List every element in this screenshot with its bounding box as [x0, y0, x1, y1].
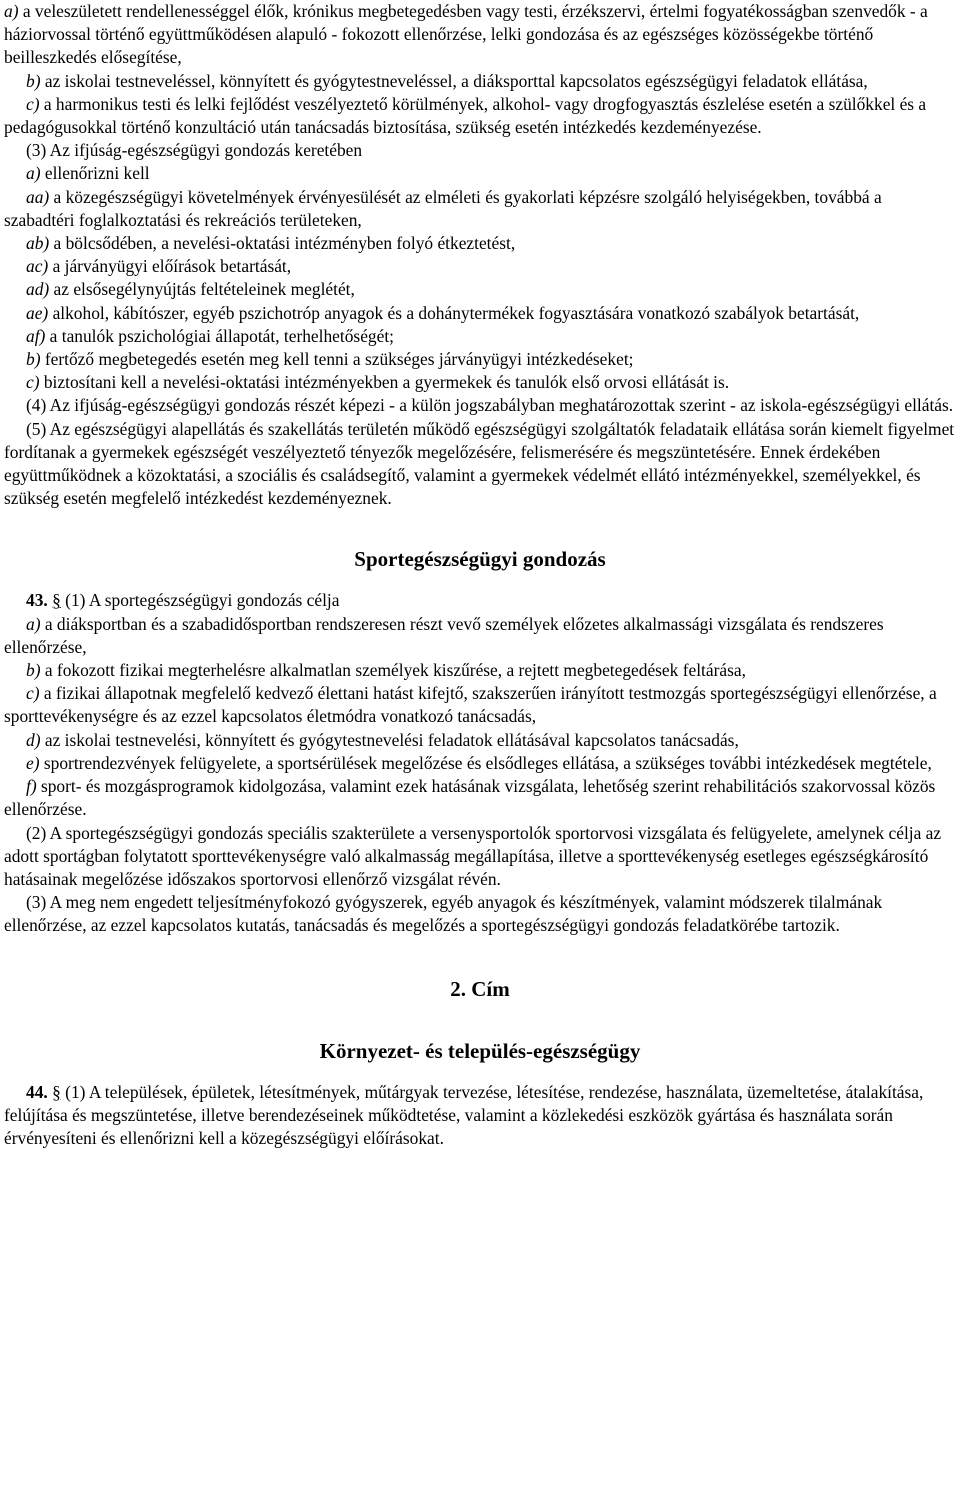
paragraph-text: (4) Az ifjúság-egészségügyi gondozás részét képezi - a külön jogszabályban meghatározottak szerint - az iskola-egészségügyi ellátás. — [26, 395, 954, 416]
paragraph — [4, 162, 956, 185]
paragraph-text: alkohol, kábítószer, egyéb pszichotróp anyagok és a dohánytermékek fogyasztására vonatkozó szabályok betartását, — [48, 302, 860, 323]
item-label: c) — [26, 93, 40, 114]
item-label: ad) — [26, 279, 50, 300]
paragraph — [4, 1081, 956, 1151]
item-label: b) — [26, 349, 41, 370]
section-heading: 2. Cím — [450, 976, 510, 1001]
paragraph — [4, 371, 956, 394]
item-label: a) — [4, 1, 19, 21]
paragraph — [4, 891, 956, 937]
paragraph-text: (1) A települések, épületek, létesítmények, műtárgyak tervezése, létesítése, rendezése, használata, üzemeltetése, átalakítása, felújítása és megszüntetése, illetve berendezéseinek működtetése, valamint a közlekedési eszközök gyártása és használata során érvényesíteni és ellenőrizni kell a közegészségügyi előírásokat. — [4, 1081, 924, 1148]
paragraph — [4, 682, 956, 728]
paragraph — [4, 255, 956, 278]
item-label: b) — [26, 70, 41, 91]
item-label: ae) — [26, 302, 49, 323]
paragraph-text: (2) A sportegészségügyi gondozás speciális szakterülete a versenysportolók sportorvosi vizsgálata és felügyelete, amelynek célja az adott sportágban folytatott sporttevékenységre való alkalmasság megállapítása, illetve a sporttevékenység esetleges egészségkárosító hatásainak megelőzése időszakos sportorvosi ellenőrző vizsgálat révén. — [4, 822, 942, 889]
paragraph — [4, 589, 956, 612]
item-label: c) — [26, 372, 40, 393]
paragraph-text: a közegészségügyi követelmények érvényesülését az elméleti és gyakorlati képzésre szolgáló helyiségekben, továbbá a szabadtéri foglalkoztatási és rekreációs területeken, — [4, 186, 882, 230]
paragraph-text: biztosítani kell a nevelési-oktatási intézményekben a gyermekek és tanulók első orvosi ellátását is. — [39, 372, 730, 393]
paragraph — [4, 278, 956, 301]
item-label: c) — [26, 683, 40, 704]
document-page — [4, 0, 956, 1150]
paragraph-text: a fizikai állapotnak megfelelő kedvező élettani hatást kifejtő, szakszerűen irányított testmozgás sportegészségügyi ellenőrzése, a sporttevékenységre és az ezzel kapcsolatos életmódra vonatkozó tanácsadás, — [4, 683, 937, 727]
item-label: f) — [26, 776, 37, 797]
item-label: a) — [26, 163, 41, 184]
paragraph-sign: § — [52, 1081, 61, 1102]
section-number: 43. — [26, 590, 48, 611]
item-label: aa) — [26, 186, 50, 207]
section-heading: Sportegészségügyi gondozás — [354, 547, 606, 572]
paragraph — [4, 139, 956, 162]
paragraph — [4, 70, 956, 93]
paragraph — [4, 325, 956, 348]
paragraph — [4, 752, 956, 775]
paragraph-sign: § — [52, 590, 61, 611]
paragraph — [4, 302, 956, 325]
item-label: b) — [26, 660, 41, 681]
item-label: af) — [26, 325, 46, 346]
paragraph-text: az iskolai testneveléssel, könnyített és gyógytestneveléssel, a diáksporttal kapcsolatos egészségügyi feladatok ellátása, — [40, 70, 868, 91]
paragraph-text: (3) A meg nem engedett teljesítményfokozó gyógyszerek, egyéb anyagok és készítmények, valamint módszerek tilalmának ellenőrzése, az ezzel kapcsolatos kutatás, tanácsadás és megelőzés a sportegészségügyi gondozás feladatkörébe tartozik. — [4, 892, 883, 936]
paragraph-text: (1) A sportegészségügyi gondozás célja — [60, 590, 340, 611]
paragraph-text: sport- és mozgásprogramok kidolgozása, valamint ezek hatásának vizsgálata, lehetőség szerint rehabilitációs szakorvossal közös ellenőrzése. — [4, 776, 936, 820]
paragraph — [4, 232, 956, 255]
section-heading: Környezet- és település-egészségügy — [319, 1038, 641, 1063]
paragraph-text: az elsősegélynyújtás feltételeinek meglétét, — [49, 279, 355, 300]
paragraph-text: a járványügyi előírások betartását, — [48, 256, 292, 277]
paragraph — [4, 822, 956, 892]
paragraph-text: a veleszületett rendellenességgel élők, krónikus megbetegedésben vagy testi, érzékszervi, értelmi fogyatékosságban szenvedők - a háziorvossal történő együttműködésen alapuló - fokozott ellenőrzése, lelki gondozása és az egészséges közösségekbe történő beilleszkedés elősegítése, — [4, 1, 928, 68]
paragraph-text: sportrendezvények felügyelete, a sportsérülések megelőzése és elsődleges ellátása, a szükséges további intézkedések megtétele, — [39, 752, 932, 773]
paragraph-text: a fokozott fizikai megterhelésre alkalmatlan személyek kiszűrése, a rejtett megbetegedések feltárása, — [40, 660, 746, 681]
paragraph-text: (5) Az egészségügyi alapellátás és szakellátás területén működő egészségügyi szolgáltatók feladataik ellátása során kiemelt figyelmet fordítanak a gyermekek egészségét veszélyeztető tényezők megelőzésére, felismerésére és megszüntetésére. Ennek érdekében együttműködnek a közoktatási, a szociális és családsegítő, valamint a gyermekek védelmét ellátó intézményekkel, személyekkel, és szükség esetén megfelelő intézkedést kezdeményeznek. — [4, 418, 955, 509]
paragraph-text: (3) Az ifjúság-egészségügyi gondozás keretében — [26, 140, 363, 161]
section-number: 44. — [26, 1081, 48, 1102]
item-label: ac) — [26, 256, 49, 277]
paragraph — [4, 418, 956, 511]
item-label: e) — [26, 752, 40, 773]
paragraph-text: az iskolai testnevelési, könnyített és gyógytestnevelési feladatok ellátásával kapcsolatos tanácsadás, — [40, 729, 739, 750]
paragraph — [4, 659, 956, 682]
paragraph — [4, 613, 956, 659]
paragraph-text: a diáksportban és a szabadidősportban rendszeresen részt vevő személyek előzetes alkalmassági vizsgálata és rendszeres ellenőrzése, — [4, 613, 884, 657]
item-label: a) — [26, 613, 41, 634]
item-label: ab) — [26, 233, 50, 254]
paragraph — [4, 348, 956, 371]
paragraph — [4, 775, 956, 821]
paragraph-text: a harmonikus testi és lelki fejlődést veszélyeztető körülmények, alkohol- vagy drogfogyasztás észlelése esetén a szülőkkel és a pedagógusokkal történő konzultáció után tanácsadás biztosítása, szükség esetén intézkedés kezdeményezése. — [4, 93, 927, 138]
item-label: d) — [26, 729, 41, 750]
paragraph — [4, 0, 956, 70]
paragraph-text: a bölcsődében, a nevelési-oktatási intézményben folyó étkeztetést, — [49, 233, 516, 254]
paragraph-text: a tanulók pszichológiai állapotát, terhelhetőségét; — [45, 325, 394, 346]
paragraph — [4, 93, 956, 139]
paragraph — [4, 729, 956, 752]
paragraph — [4, 186, 956, 232]
paragraph-text: ellenőrizni kell — [40, 163, 150, 184]
paragraph — [4, 394, 956, 417]
paragraph-text: fertőző megbetegedés esetén meg kell tenni a szükséges járványügyi intézkedéseket; — [40, 349, 634, 370]
